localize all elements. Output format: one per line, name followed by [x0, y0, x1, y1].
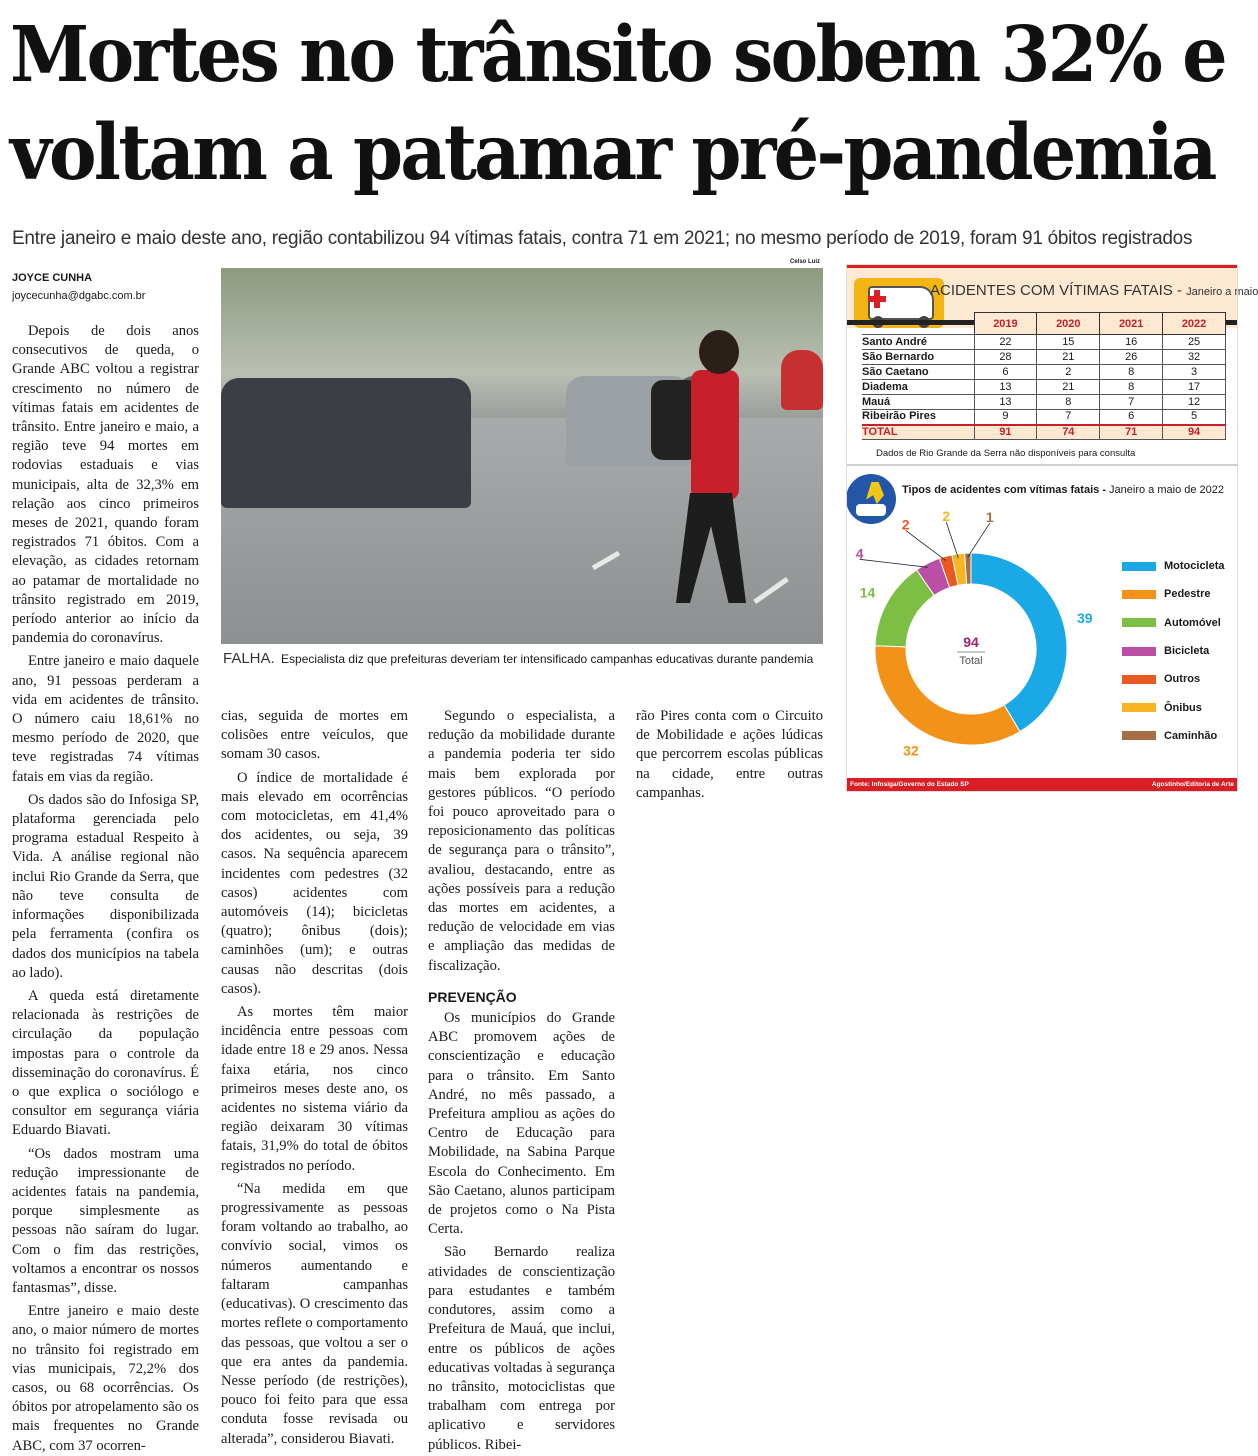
table-cell: 15 — [1037, 335, 1100, 350]
city-name: Santo André — [862, 335, 974, 350]
total-cell: 74 — [1037, 425, 1100, 440]
paragraph: A queda está diretamente relacionada às restrições de circulação da população impostas para o controle da disseminação do coronavírus. É o que explica o sociólogo e consultor em segurança viária Eduardo Biavati. — [12, 987, 199, 1139]
article-column-4 — [636, 707, 823, 827]
table-cell: 16 — [1100, 335, 1163, 350]
table-row — [862, 395, 1226, 410]
chart-period: Janeiro a maio de 2022 — [1109, 484, 1225, 496]
table-cell: 17 — [1163, 380, 1226, 395]
city-name: São Caetano — [862, 365, 974, 380]
total-cell: 71 — [1100, 425, 1163, 440]
fatal-accidents-table — [862, 312, 1226, 440]
table-cell: 25 — [1163, 335, 1226, 350]
red-cross-icon — [868, 296, 886, 302]
photo-credit: Celso Luiz — [790, 259, 821, 265]
legend-label: Automóvel — [1164, 616, 1221, 629]
data-label: 39 — [1077, 609, 1093, 626]
paragraph: cias, seguida de mortes em colisões entre veículos, que somam 30 casos. — [221, 708, 408, 763]
paragraph: Os municípios do Grande ABC promovem ações de conscientização e educação para o trânsito. Em Santo André, no mês passado, a Prefeitura ampliou as ações do Centro de Educação para Mobilidade, na Sabina Parque Escola do Conhecimento. Em São Caetano, alunos participam de projetos como o Na Pista Certa. — [428, 1010, 615, 1238]
caption-kicker: FALHA. — [223, 650, 275, 667]
art-credit: Agostinho/Editoria de Arte — [1151, 781, 1234, 788]
paragraph: “Os dados mostram uma redução impressionante de acidentes fatais na pandemia, porque simplesmente as pessoas não saíram do lugar. Com o fim das restrições, voltamos a encontrar os nossos fantasmas”, disse. — [12, 1145, 199, 1296]
city-name: Ribeirão Pires — [862, 410, 974, 425]
table-cell: 3 — [1163, 365, 1226, 380]
table-cell: 6 — [974, 365, 1037, 380]
legend-swatch — [1122, 562, 1156, 571]
label-leader-line — [860, 559, 928, 567]
paragraph: Entre janeiro e maio daquele ano, 91 pessoas perderam a vida em acidentes de trânsito. O número caiu 18,61% no mesmo período de 2020, que teve registradas 74 vítimas fatais em vias da região. — [12, 653, 199, 785]
total-cell: 91 — [974, 425, 1037, 440]
table-cell: 9 — [974, 410, 1037, 425]
year-header: 2020 — [1037, 313, 1100, 335]
table-cell: 8 — [1100, 365, 1163, 380]
center-total-value: 94 — [963, 634, 979, 650]
section-divider — [846, 464, 1238, 466]
table-title-text: ACIDENTES COM VÍTIMAS FATAIS — [930, 282, 1173, 299]
table-cell: 8 — [1100, 380, 1163, 395]
article-column-2 — [221, 707, 408, 1447]
table-cell: 13 — [974, 395, 1037, 410]
subheadline: Entre janeiro e maio deste ano, região contabilizou 94 vítimas fatais, contra 71 em 2021; no mesmo período de 2019, foram 91 óbitos registrados — [12, 228, 1193, 249]
table-cell: 26 — [1100, 350, 1163, 365]
legend-item — [1122, 609, 1225, 637]
year-header: 2021 — [1100, 313, 1163, 335]
table-row — [862, 350, 1226, 365]
table-row — [862, 410, 1226, 425]
legend-item — [1122, 637, 1225, 665]
table-corner — [862, 313, 974, 335]
data-label: 4 — [855, 545, 864, 562]
table-cell: 28 — [974, 350, 1037, 365]
section-subheading: PREVENÇÃO — [428, 988, 517, 1005]
photo-car — [221, 378, 471, 508]
legend-swatch — [1122, 618, 1156, 627]
paragraph: Depois de dois anos consecutivos de queda, o Grande ABC voltou a registrar crescimento no número de vítimas fatais em acidentes de trânsito. Entre janeiro e maio, a região teve 94 mortes em rodovias estaduais e vias municipais, alta de 32,3% em relação aos cinco primeiros meses de 2021, quando foram registrados 71 óbitos. Com a elevação, as cidades retornam ao patamar de mortalidade no trânsito registrado em 2019, período anterior ao início da pandemia do coronavírus. — [12, 323, 199, 647]
legend-item — [1122, 693, 1225, 721]
table-note: Dados de Rio Grande da Serra não disponíveis para consulta — [876, 448, 1136, 459]
legend-label: Outros — [1164, 673, 1201, 686]
table-cell: 6 — [1100, 410, 1163, 425]
legend-label: Bicicleta — [1164, 645, 1210, 658]
table-cell: 21 — [1037, 380, 1100, 395]
table-header-row — [862, 313, 1226, 335]
article-column-3 — [428, 707, 615, 1453]
data-label: 14 — [859, 584, 876, 601]
table-title: ACIDENTES COM VÍTIMAS FATAIS - Janeiro a maio — [930, 282, 1258, 299]
news-photo — [221, 268, 823, 644]
city-name: São Bernardo — [862, 350, 974, 365]
data-label: 2 — [942, 507, 951, 524]
legend-label: Pedestre — [1164, 588, 1211, 601]
paragraph: Os dados são do Infosiga SP, plataforma gerenciada pelo programa estadual Respeito à Vida. A análise regional não inclui Rio Grande da Serra, que não teve consulta de informações disponibilizada pela ferramenta (confira os dados dos municípios na tabela ao lado). — [12, 791, 199, 981]
infographic — [846, 264, 1258, 792]
legend-label: Motocicleta — [1164, 560, 1225, 573]
chart-title: Tipos de acidentes com vítimas fatais - Janeiro a maio de 2022 — [902, 484, 1225, 496]
label-leader-line — [906, 530, 946, 560]
total-label: TOTAL — [862, 425, 974, 440]
table-cell: 5 — [1163, 410, 1226, 425]
year-header: 2019 — [974, 313, 1037, 335]
table-cell: 12 — [1163, 395, 1226, 410]
table-period: Janeiro a maio — [1186, 286, 1258, 298]
author-name: JOYCE CUNHA — [12, 272, 93, 284]
headline — [10, 6, 1225, 202]
label-leader-line — [968, 523, 990, 557]
paragraph: As mortes têm maior incidência entre pessoas com idade entre 18 e 29 anos. Nessa faixa etária, nos cinco primeiros meses deste ano, os acidentes no sistema viário da região deixaram 30 vítimas fatais, 31,9% do total de óbitos registrados no período. — [221, 1004, 408, 1174]
legend-swatch — [1122, 675, 1156, 684]
legend-item — [1122, 665, 1225, 693]
paragraph: rão Pires conta com o Circuito de Mobilidade e ações lúdicas que percorrem escolas públicas na cidade, entre outras campanhas. — [636, 708, 823, 801]
chart-legend — [1122, 552, 1225, 750]
falling-person-icon — [866, 482, 884, 504]
table-cell: 7 — [1037, 410, 1100, 425]
table-cell: 13 — [974, 380, 1037, 395]
source-credit: Fonte: Infosiga/Governo do Estado SP — [850, 781, 969, 788]
table-cell: 32 — [1163, 350, 1226, 365]
data-label: 32 — [903, 742, 919, 759]
donut-slice-motocicleta — [971, 553, 1067, 732]
year-header: 2022 — [1163, 313, 1226, 335]
legend-item — [1122, 552, 1225, 580]
caption-text: Especialista diz que prefeituras deveriam ter intensificado campanhas educativas durante pandemia — [281, 652, 814, 666]
photo-car — [781, 350, 823, 410]
paragraph: “Na medida em que progressivamente as pessoas foram voltando ao trabalho, ao convívio social, vimos os números aumentando e faltaram campanhas (educativas). O crescimento das mortes reflete o comportamento das pessoas, que voltou a ser o que era antes da pandemia. Nesse período (de restrições), pouco foi feito para que essa conduta fosse revisada ou alterada”, considerou Biavati. — [221, 1180, 408, 1447]
legend-label: Ônibus — [1164, 701, 1202, 714]
city-name: Mauá — [862, 395, 974, 410]
headline-line-2: voltam a patamar pré-pandemia — [10, 108, 1215, 198]
legend-item — [1122, 722, 1225, 750]
infographic-footer — [846, 778, 1238, 792]
total-cell: 94 — [1163, 425, 1226, 440]
table-cell: 2 — [1037, 365, 1100, 380]
paragraph: Entre janeiro e maio deste ano, o maior número de mortes no trânsito foi registrado em vias municipais, 72,2% dos casos, ou 68 ocorrências. Os óbitos por atropelamento são os mais frequentes no Grande ABC, com 37 ocorren- — [12, 1303, 199, 1454]
table-cell: 22 — [974, 335, 1037, 350]
donut-slice-pedestre — [875, 646, 1020, 745]
table-cell: 21 — [1037, 350, 1100, 365]
legend-item — [1122, 580, 1225, 608]
photo-caption — [223, 650, 825, 667]
legend-label: Caminhão — [1164, 729, 1218, 742]
author-email[interactable]: joycecunha@dgabc.com.br — [12, 290, 146, 302]
table-total-row — [862, 425, 1226, 440]
data-label: 2 — [901, 516, 910, 533]
legend-swatch — [1122, 647, 1156, 656]
photo-pedestrian-head — [699, 330, 739, 374]
legend-swatch — [1122, 590, 1156, 599]
paragraph: Segundo o especialista, a redução da mobilidade durante a pandemia poderia ter sido mais bem explorada por gestores públicos. “O período foi pouco aproveitado para o reposicionamento das políticas de segurança para o trânsito”, avaliou, destacando, entre as ações possíveis para a redução das mortes em acidentes, a redução de velocidade em vias e ampliação das medidas de fiscalização. — [428, 708, 615, 974]
paragraph: São Bernardo realiza atividades de conscientização para estudantes e também condutores, assim como a Prefeitura de Mauá, que inclui, entre os públicos de ações educativas voltadas à segurança no trânsito, motociclistas que trabalham com entrega por aplicativo e servidores públicos. Ribei- — [428, 1244, 615, 1453]
paragraph: O índice de mortalidade é mais elevado em ocorrências com motocicletas, em 41,4% dos acidentes, ou seja, 39 casos. Na sequência aparecem incidentes com pedestres (32 casos) acidentes com automóveis (14); bicicletas (quatro); ônibus (dois); caminhões (um); e outras causas não descritas (dois casos). — [221, 769, 408, 997]
article-column-1 — [12, 322, 199, 1454]
table-row — [862, 365, 1226, 380]
chart-title-text: Tipos de acidentes com vítimas fatais — [902, 484, 1100, 496]
legend-swatch — [1122, 703, 1156, 712]
label-leader-line — [946, 522, 958, 558]
center-total-label: Total — [959, 655, 983, 667]
table-row — [862, 335, 1226, 350]
table-cell: 7 — [1100, 395, 1163, 410]
table-cell: 8 — [1037, 395, 1100, 410]
photo-pedestrian — [691, 370, 739, 500]
legend-swatch — [1122, 731, 1156, 740]
headline-line-1: Mortes no trânsito sobem 32% e — [10, 10, 1225, 100]
donut-chart — [846, 504, 1116, 774]
data-label: 1 — [985, 509, 994, 526]
city-name: Diadema — [862, 380, 974, 395]
table-row — [862, 380, 1226, 395]
